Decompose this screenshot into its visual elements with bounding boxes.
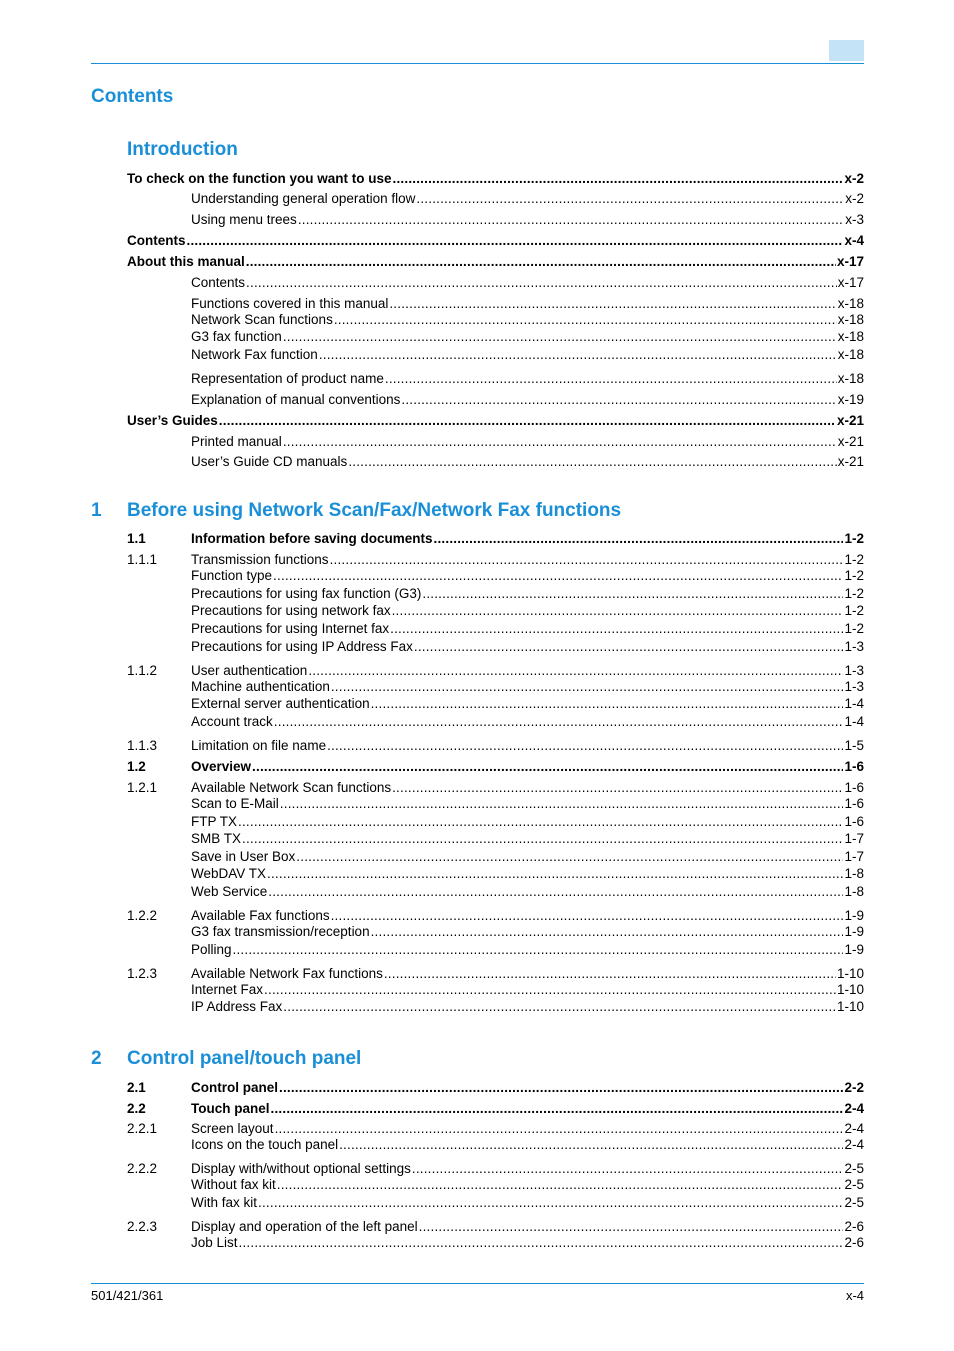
- toc-entry-title: Precautions for using IP Address Fax: [191, 639, 413, 654]
- toc-entry[interactable]: [127, 586, 864, 602]
- toc-entry[interactable]: [127, 714, 864, 730]
- toc-entry-title: Information before saving documents: [191, 531, 433, 546]
- leader-dots: [348, 454, 836, 470]
- toc-entry-title: Save in User Box: [191, 849, 296, 864]
- toc-entry-number: 2.2.3: [127, 1219, 158, 1234]
- toc-entry-title: Without fax kit: [191, 1177, 276, 1192]
- footer-model: 501/421/361: [91, 1288, 164, 1303]
- toc-entry[interactable]: [127, 1161, 864, 1177]
- toc-entry[interactable]: [127, 849, 864, 865]
- toc-entry[interactable]: [127, 639, 864, 655]
- toc-entry-title: Precautions for using Internet fax: [191, 621, 390, 636]
- toc-entry-page: 1-7: [844, 831, 864, 846]
- toc-entry-page: x-18: [837, 329, 864, 344]
- toc-entry-page: 1-2: [844, 531, 864, 546]
- toc-entry-title: Precautions for using fax function (G3): [191, 586, 422, 601]
- header-tab-marker: [829, 40, 864, 61]
- toc-entry-number: 2.2.1: [127, 1121, 158, 1136]
- toc-entry-title: Polling: [191, 942, 232, 957]
- toc-entry-title: Account track: [191, 714, 273, 729]
- toc-entry[interactable]: [127, 568, 864, 584]
- leader-dots: [296, 849, 843, 865]
- leader-dots: [308, 663, 843, 679]
- leader-dots: [371, 696, 844, 712]
- leader-dots: [331, 679, 844, 695]
- toc-entry-page: 1-2: [844, 568, 864, 583]
- toc-entry[interactable]: [127, 982, 864, 998]
- toc-entry[interactable]: [127, 679, 864, 695]
- toc-entry-number: 2.2.2: [127, 1161, 158, 1176]
- toc-entry-page: x-4: [844, 233, 864, 248]
- leader-dots: [246, 254, 836, 270]
- toc-entry-page: 2-5: [844, 1195, 864, 1210]
- toc-entry[interactable]: [127, 434, 864, 450]
- toc-entry[interactable]: [127, 413, 864, 429]
- toc-entry-title: Understanding general operation flow: [191, 191, 416, 206]
- toc-entry-title: Precautions for using network fax: [191, 603, 391, 618]
- leader-dots: [233, 942, 844, 958]
- toc-entry[interactable]: [127, 1195, 864, 1211]
- toc-entry[interactable]: [127, 759, 864, 775]
- toc-entry-title: External server authentication: [191, 696, 370, 711]
- toc-entry-title: Job List: [191, 1235, 238, 1250]
- toc-entry[interactable]: [127, 347, 864, 363]
- toc-entry[interactable]: [127, 1137, 864, 1153]
- leader-dots: [330, 552, 844, 568]
- toc-entry-page: 2-5: [844, 1177, 864, 1192]
- toc-entry[interactable]: [127, 531, 864, 547]
- toc-entry-page: 1-9: [844, 924, 864, 939]
- leader-dots: [279, 1080, 843, 1096]
- toc-entry-page: 2-4: [844, 1101, 864, 1116]
- toc-entry-title: Explanation of manual conventions: [191, 392, 401, 407]
- leader-dots: [252, 759, 843, 775]
- toc-entry-title: Function type: [191, 568, 273, 583]
- toc-entry-title: User’s Guides: [127, 413, 218, 428]
- toc-entry-page: x-19: [837, 392, 864, 407]
- leader-dots: [416, 191, 844, 207]
- toc-entry-title: Control panel: [191, 1080, 278, 1095]
- toc-entry-title: Display with/without optional settings: [191, 1161, 411, 1176]
- toc-entry-title: Icons on the touch panel: [191, 1137, 339, 1152]
- leader-dots: [258, 1195, 843, 1211]
- leader-dots: [412, 1161, 844, 1177]
- leader-dots: [393, 171, 844, 187]
- leader-dots: [277, 1177, 844, 1193]
- toc-entry[interactable]: [127, 1235, 864, 1251]
- section-number: 2: [91, 1048, 102, 1069]
- toc-entry-page: x-3: [845, 212, 864, 227]
- toc-entry[interactable]: [127, 275, 864, 291]
- leader-dots: [371, 924, 844, 940]
- toc-entry-page: 1-6: [844, 796, 864, 811]
- leader-dots: [392, 603, 844, 619]
- toc-entry[interactable]: [127, 738, 864, 754]
- toc-entry[interactable]: [127, 1177, 864, 1193]
- toc-entry-title: About this manual: [127, 254, 245, 269]
- leader-dots: [283, 329, 837, 345]
- toc-entry-number: 1.1: [127, 531, 146, 546]
- toc-entry[interactable]: [127, 312, 864, 328]
- leader-dots: [401, 392, 836, 408]
- header-rule: [91, 63, 864, 64]
- toc-entry-page: 2-2: [844, 1080, 864, 1095]
- toc-entry-page: x-18: [837, 296, 864, 311]
- leader-dots: [271, 1101, 844, 1117]
- toc-entry[interactable]: [127, 254, 864, 270]
- leader-dots: [239, 1235, 844, 1251]
- toc-entry-page: 1-2: [844, 603, 864, 618]
- toc-entry-title: Web Service: [191, 884, 268, 899]
- toc-entry-page: 1-8: [844, 866, 864, 881]
- toc-entry-page: 1-9: [844, 942, 864, 957]
- toc-entry-title: Available Network Fax functions: [191, 966, 383, 981]
- toc-entry[interactable]: [127, 908, 864, 924]
- toc-entry-title: Printed manual: [191, 434, 282, 449]
- leader-dots: [434, 531, 844, 547]
- footer-rule: [91, 1283, 864, 1284]
- leader-dots: [319, 347, 837, 363]
- toc-entry[interactable]: [127, 884, 864, 900]
- leader-dots: [334, 312, 837, 328]
- toc-entry[interactable]: [127, 866, 864, 882]
- toc-entry-page: x-21: [837, 454, 864, 469]
- toc-entry-page: 1-6: [844, 780, 864, 795]
- leader-dots: [385, 371, 837, 387]
- toc-entry-title: Contents: [127, 233, 186, 248]
- toc-entry-title: G3 fax function: [191, 329, 282, 344]
- toc-entry-title: With fax kit: [191, 1195, 258, 1210]
- toc-entry-page: 2-4: [844, 1137, 864, 1152]
- leader-dots: [219, 413, 836, 429]
- toc-entry[interactable]: [127, 1121, 864, 1137]
- toc-entry-page: 1-6: [844, 814, 864, 829]
- toc-entry-title: IP Address Fax: [191, 999, 283, 1014]
- leader-dots: [268, 884, 843, 900]
- section-title-chapter-2: Control panel/touch panel: [127, 1048, 362, 1069]
- toc-entry-title: FTP TX: [191, 814, 238, 829]
- toc-entry[interactable]: [127, 696, 864, 712]
- leader-dots: [298, 212, 844, 228]
- toc-entry-page: 1-4: [844, 714, 864, 729]
- toc-entry[interactable]: [127, 814, 864, 830]
- toc-entry-title: Internet Fax: [191, 982, 264, 997]
- leader-dots: [273, 568, 843, 584]
- toc-entry-title: Functions covered in this manual: [191, 296, 389, 311]
- toc-entry-title: Limitation on file name: [191, 738, 327, 753]
- leader-dots: [327, 738, 843, 754]
- toc-entry-number: 1.2.2: [127, 908, 158, 923]
- section-title-introduction: Introduction: [127, 139, 238, 160]
- toc-entry-page: x-21: [837, 434, 864, 449]
- toc-entry-title: Touch panel: [191, 1101, 270, 1116]
- toc-entry-page: 2-4: [844, 1121, 864, 1136]
- toc-entry-page: 1-10: [836, 999, 864, 1014]
- toc-entry-page: x-18: [837, 347, 864, 362]
- toc-entry-title: Screen layout: [191, 1121, 274, 1136]
- toc-entry-number: 1.1.2: [127, 663, 158, 678]
- leader-dots: [339, 1137, 843, 1153]
- toc-entry-page: 1-8: [844, 884, 864, 899]
- toc-entry-title: G3 fax transmission/reception: [191, 924, 370, 939]
- leader-dots: [246, 275, 837, 291]
- toc-entry[interactable]: [127, 999, 864, 1015]
- toc-entry-page: 1-3: [844, 679, 864, 694]
- toc-entry-title: Representation of product name: [191, 371, 384, 386]
- toc-entry-page: x-2: [844, 171, 864, 186]
- toc-entry-title: Contents: [191, 275, 246, 290]
- toc-entry-page: x-18: [837, 312, 864, 327]
- toc-entry[interactable]: [127, 966, 864, 982]
- leader-dots: [283, 999, 836, 1015]
- toc-entry-number: 1.2.1: [127, 780, 158, 795]
- toc-entry-title: Available Network Scan functions: [191, 780, 392, 795]
- toc-entry[interactable]: [127, 603, 864, 619]
- toc-entry-title: Display and operation of the left panel: [191, 1219, 418, 1234]
- toc-entry[interactable]: [127, 212, 864, 228]
- toc-entry[interactable]: [127, 942, 864, 958]
- toc-entry-page: 1-3: [844, 663, 864, 678]
- leader-dots: [283, 434, 837, 450]
- toc-entry-page: 1-10: [836, 982, 864, 997]
- leader-dots: [264, 982, 836, 998]
- toc-entry-title: SMB TX: [191, 831, 242, 846]
- toc-entry-title: Transmission functions: [191, 552, 329, 567]
- toc-entry-page: 1-9: [844, 908, 864, 923]
- toc-entry[interactable]: [127, 780, 864, 796]
- leader-dots: [331, 908, 844, 924]
- toc-entry-number: 1.1.3: [127, 738, 158, 753]
- toc-entry-page: 2-6: [844, 1235, 864, 1250]
- toc-entry-title: Overview: [191, 759, 252, 774]
- leader-dots: [267, 866, 843, 882]
- leader-dots: [389, 296, 836, 312]
- toc-entry-page: 1-5: [844, 738, 864, 753]
- leader-dots: [242, 831, 843, 847]
- leader-dots: [414, 639, 844, 655]
- toc-entry-page: x-17: [837, 275, 864, 290]
- leader-dots: [274, 714, 844, 730]
- toc-entry[interactable]: [127, 1101, 864, 1117]
- leader-dots: [187, 233, 844, 249]
- page-title: Contents: [91, 86, 174, 107]
- toc-entry-title: Using menu trees: [191, 212, 297, 227]
- toc-entry-title: User’s Guide CD manuals: [191, 454, 348, 469]
- toc-entry[interactable]: [127, 831, 864, 847]
- toc-entry[interactable]: [127, 233, 864, 249]
- toc-entry-number: 2.2: [127, 1101, 146, 1116]
- toc-entry-number: 1.2.3: [127, 966, 158, 981]
- leader-dots: [422, 586, 843, 602]
- toc-entry-page: 1-4: [844, 696, 864, 711]
- leader-dots: [238, 814, 843, 830]
- toc-entry[interactable]: [127, 552, 864, 568]
- toc-entry-page: 1-2: [844, 552, 864, 567]
- toc-entry-page: 1-2: [844, 621, 864, 636]
- toc-entry[interactable]: [127, 924, 864, 940]
- toc-entry-page: 1-2: [844, 586, 864, 601]
- toc-entry[interactable]: [127, 454, 864, 470]
- toc-entry[interactable]: [127, 191, 864, 207]
- toc-entry-title: WebDAV TX: [191, 866, 267, 881]
- leader-dots: [384, 966, 836, 982]
- section-number: 1: [91, 500, 102, 521]
- toc-entry-title: User authentication: [191, 663, 308, 678]
- toc-entry[interactable]: [127, 796, 864, 812]
- toc-entry-title: Scan to E-Mail: [191, 796, 279, 811]
- leader-dots: [392, 780, 843, 796]
- toc-entry-number: 1.2: [127, 759, 146, 774]
- toc-entry-page: x-21: [836, 413, 864, 428]
- toc-entry-title: Available Fax functions: [191, 908, 330, 923]
- toc-entry-number: 2.1: [127, 1080, 146, 1095]
- footer-page-number: x-4: [845, 1288, 864, 1303]
- leader-dots: [280, 796, 844, 812]
- toc-entry-page: 1-6: [844, 759, 864, 774]
- toc-entry-page: 1-7: [844, 849, 864, 864]
- toc-entry-page: x-18: [837, 371, 864, 386]
- section-title-chapter-1: Before using Network Scan/Fax/Network Fax functions: [127, 500, 622, 521]
- toc-entry-page: 1-3: [844, 639, 864, 654]
- toc-entry[interactable]: [127, 371, 864, 387]
- toc-entry-title: To check on the function you want to use: [127, 171, 392, 186]
- leader-dots: [390, 621, 843, 637]
- toc-entry-page: x-17: [836, 254, 864, 269]
- toc-entry-page: x-2: [845, 191, 864, 206]
- toc-entry[interactable]: [127, 1080, 864, 1096]
- toc-entry[interactable]: [127, 392, 864, 408]
- toc-entry[interactable]: [127, 663, 864, 679]
- toc-entry[interactable]: [127, 171, 864, 187]
- leader-dots: [275, 1121, 844, 1137]
- toc-entry-title: Network Scan functions: [191, 312, 333, 327]
- toc-entry-title: Machine authentication: [191, 679, 330, 694]
- toc-entry[interactable]: [127, 621, 864, 637]
- toc-entry-page: 2-6: [844, 1219, 864, 1234]
- toc-entry-number: 1.1.1: [127, 552, 158, 567]
- leader-dots: [419, 1219, 844, 1235]
- toc-entry[interactable]: [127, 329, 864, 345]
- toc-entry[interactable]: [127, 1219, 864, 1235]
- toc-entry-page: 2-5: [844, 1161, 864, 1176]
- toc-entry-title: Network Fax function: [191, 347, 318, 362]
- toc-entry[interactable]: [127, 296, 864, 312]
- toc-entry-page: 1-10: [836, 966, 864, 981]
